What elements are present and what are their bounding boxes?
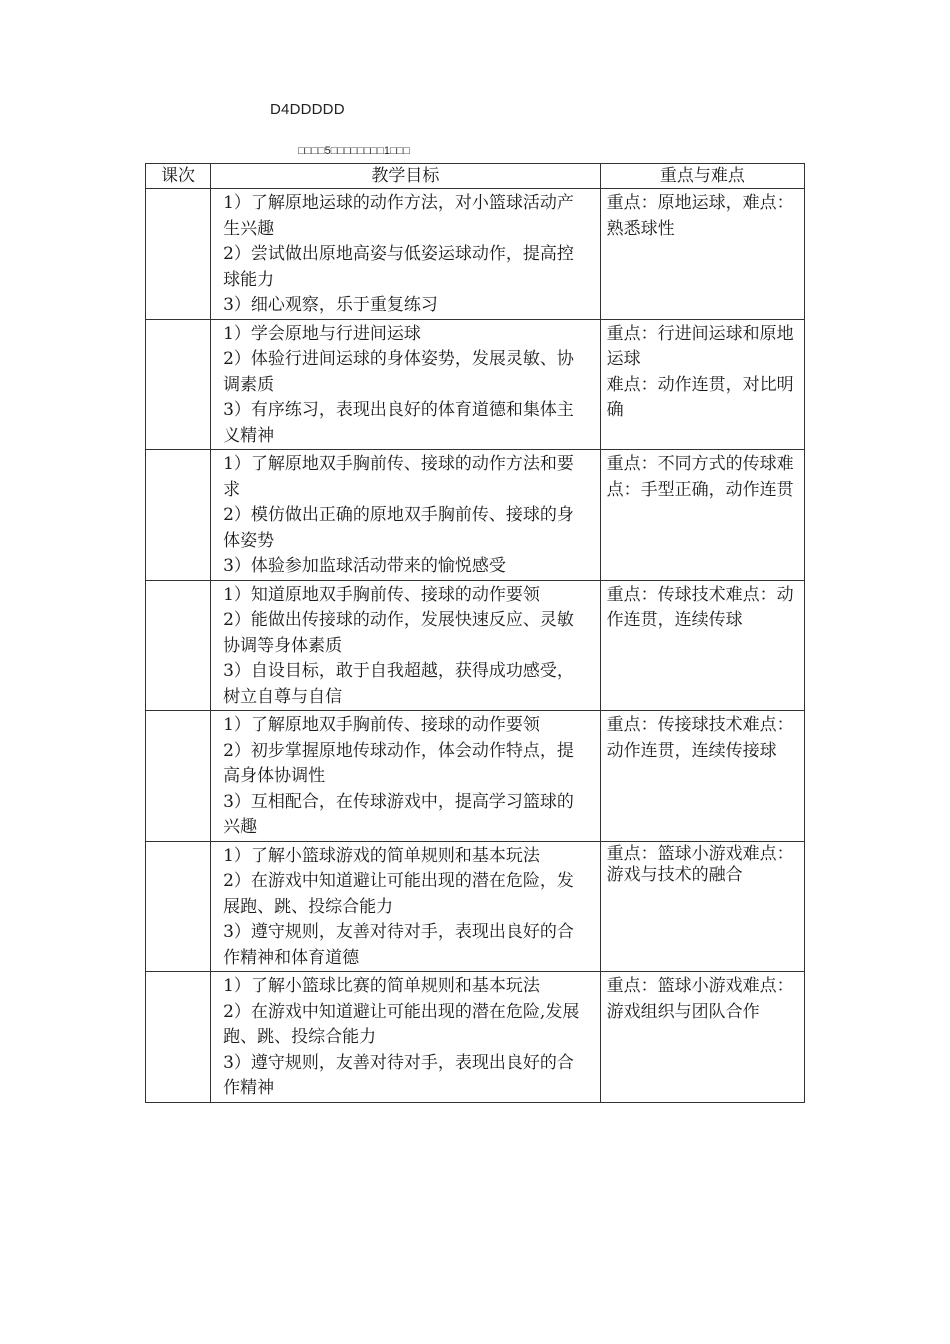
goal-line: 3）细心观察，乐于重复练习	[223, 295, 438, 315]
keypoints-cell: 重点：不同方式的传球难点：手型正确，动作连贯	[600, 450, 804, 581]
lesson-cell	[146, 450, 211, 581]
goal-line: 2）模仿做出正确的原地双手胸前传、接球的身体姿势	[223, 505, 574, 551]
header-lesson: 课次	[146, 164, 211, 189]
lesson-cell	[146, 189, 211, 320]
goal-line: 2）初步掌握原地传球动作，体会动作特点，提高身体协调性	[223, 740, 574, 786]
keypoints-cell: 重点：篮球小游戏难点：游戏组织与团队合作	[600, 972, 804, 1103]
table-row	[146, 319, 805, 450]
table-row	[146, 450, 805, 581]
goal-line: 2）在游戏中知道避让可能出现的潜在危险,发展跑、跳、投综合能力	[223, 1001, 580, 1047]
goals-cell	[211, 711, 601, 842]
goals-cell	[211, 189, 601, 320]
goal-line: 1）了解小篮球比赛的简单规则和基本玩法	[223, 976, 540, 996]
keypoints-cell: 重点：篮球小游戏难点：游戏与技术的融合	[600, 841, 804, 972]
goal-line: 3）自设目标，敢于自我超越，获得成功感受，树立自尊与自信	[223, 661, 574, 707]
document-code: D4DDDDD	[270, 101, 345, 118]
goal-line: 2）能做出传接球的动作，发展快速反应、灵敏协调等身体素质	[223, 610, 574, 656]
header-keypoints: 重点与难点	[600, 164, 804, 189]
goal-line: 3）遵守规则，友善对待对手，表现出良好的合作精神	[223, 1052, 574, 1098]
goal-line: 1）了解原地双手胸前传、接球的动作要领	[223, 715, 540, 735]
lesson-plan-table	[145, 163, 805, 1103]
keypoints-cell: 重点：传接球技术难点：动作连贯，连续传接球	[600, 711, 804, 842]
lesson-cell	[146, 580, 211, 711]
goal-line: 3）体验参加监球活动带来的愉悦感受	[223, 556, 506, 576]
keypoints-cell: 重点：传球技术难点：动作连贯，连续传球	[600, 580, 804, 711]
table-row	[146, 580, 805, 711]
goal-line: 3）互相配合，在传球游戏中，提高学习篮球的兴趣	[223, 791, 574, 837]
goals-cell	[211, 319, 601, 450]
goals-cell	[211, 580, 601, 711]
goal-line: 1）知道原地双手胸前传、接球的动作要领	[223, 584, 540, 605]
table-header-row	[146, 164, 805, 189]
table-row	[146, 189, 805, 320]
goal-line: 1）了解小篮球游戏的简单规则和基本玩法	[223, 845, 540, 866]
goal-line: 3）有序练习，表现出良好的体育道德和集体主义精神	[223, 400, 574, 446]
goal-line: 2）尝试做出原地高姿与低姿运球动作，提高控球能力	[223, 244, 574, 290]
lesson-cell	[146, 841, 211, 972]
goal-line: 1）了解原地运球的动作方法，对小篮球活动产生兴趣	[223, 193, 574, 239]
goals-cell	[211, 841, 601, 972]
goal-line: 3）遵守规则，友善对待对手，表现出良好的合作精神和体育道德	[223, 922, 574, 968]
goal-line: 2）体验行进间运球的身体姿势，发展灵敏、协调素质	[223, 349, 574, 395]
table-row	[146, 972, 805, 1103]
goal-line: 2）在游戏中知道避让可能出现的潜在危险，发展跑、跳、投综合能力	[223, 871, 574, 917]
table-row	[146, 711, 805, 842]
keypoints-cell: 重点：行进间运球和原地运球 难点：动作连贯，对比明确	[600, 319, 804, 450]
goals-cell	[211, 972, 601, 1103]
lesson-cell	[146, 972, 211, 1103]
header-goals: 教学目标	[211, 164, 601, 189]
goal-line: 1）了解原地双手胸前传、接球的动作方法和要求	[223, 454, 574, 500]
table-caption: □□□□5□□□□□□□□1□□□	[298, 145, 410, 157]
lesson-cell	[146, 711, 211, 842]
lesson-cell	[146, 319, 211, 450]
keypoints-cell: 重点：原地运球，难点：熟悉球性	[600, 189, 804, 320]
goal-line: 1）学会原地与行进间运球	[223, 323, 421, 344]
table-row	[146, 841, 805, 972]
goals-cell	[211, 450, 601, 581]
